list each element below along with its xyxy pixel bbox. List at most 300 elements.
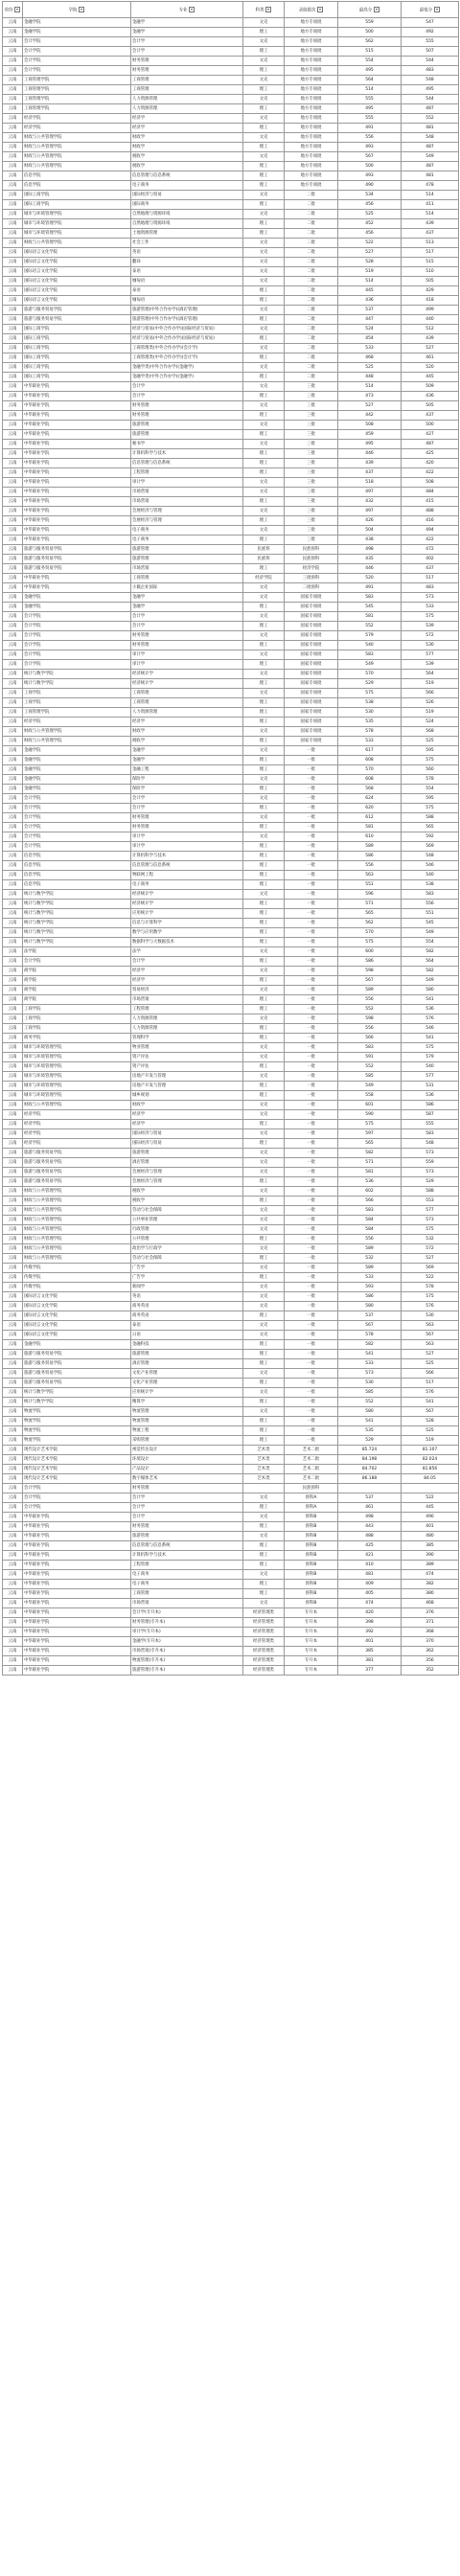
table-row (3, 1580, 459, 1589)
cell-max-score: 585 (338, 1388, 402, 1398)
table-row (3, 823, 459, 832)
cell-category: 文史 (243, 526, 285, 536)
cell-college: 金融学院 (23, 756, 131, 765)
cell-max-score: 532 (338, 1254, 402, 1264)
cell-college: 城市与环境管理学院 (23, 210, 131, 219)
cell-major: 信息管理与信息系统 (131, 459, 243, 468)
cell-category: 文史 (243, 746, 285, 756)
cell-province: 云南 (3, 497, 23, 507)
cell-college: 信息学院 (23, 871, 131, 880)
cell-batch: 一批 (285, 995, 338, 1005)
table-row (3, 516, 459, 526)
cell-max-score: 524 (338, 325, 402, 334)
cell-batch: 一批 (285, 1407, 338, 1417)
table-row (3, 1599, 459, 1608)
cell-major: 会计学 (131, 804, 243, 813)
cell-batch: 一批 (285, 1216, 338, 1225)
cell-max-score: 381 (338, 1656, 402, 1666)
cell-major: 广告学 (131, 1273, 243, 1283)
cell-major: 社会工作 (131, 239, 243, 248)
cell-min-score: 445 (402, 373, 459, 382)
cell-batch: 三批 (285, 497, 338, 507)
cell-province: 云南 (3, 1311, 23, 1321)
cell-batch: 地方专项批 (285, 152, 338, 162)
cell-min-score: 401 (402, 1522, 459, 1532)
cell-college: 中华职业学院 (23, 1541, 131, 1551)
table-row (3, 1666, 459, 1676)
table-row (3, 583, 459, 593)
cell-major: 经济学 (131, 1110, 243, 1120)
cell-batch: 二批 (285, 191, 338, 200)
cell-max-score: 529 (338, 679, 402, 689)
cell-college: 现代设计艺术学院 (23, 1465, 131, 1474)
table-row (3, 526, 459, 536)
cell-province: 云南 (3, 1628, 23, 1637)
cell-batch: 二批预科 (285, 583, 338, 593)
filter-dropdown-icon[interactable] (14, 7, 20, 12)
cell-province: 云南 (3, 1465, 23, 1474)
cell-province: 云南 (3, 641, 23, 650)
cell-college: 中华职业学院 (23, 516, 131, 526)
table-row (3, 162, 459, 171)
cell-min-score: 461 (402, 353, 459, 363)
cell-min-score: 416 (402, 516, 459, 526)
cell-major: 应用统计学 (131, 1388, 243, 1398)
cell-max-score: 556 (338, 1024, 402, 1034)
cell-major: 金融科技 (131, 1340, 243, 1350)
cell-province: 云南 (3, 1541, 23, 1551)
table-row (3, 353, 459, 363)
cell-batch: 一批 (285, 1082, 338, 1091)
cell-province: 云南 (3, 1235, 23, 1244)
cell-batch: 国家专项批 (285, 660, 338, 670)
cell-max-score: 584 (338, 1225, 402, 1235)
cell-major: 市场营销 (131, 995, 243, 1005)
table-row (3, 507, 459, 516)
cell-batch: 一批 (285, 1206, 338, 1216)
cell-major: 视觉传达设计 (131, 1446, 243, 1455)
cell-province: 云南 (3, 449, 23, 459)
table-row (3, 900, 459, 909)
cell-max-score: 573 (338, 1369, 402, 1379)
cell-max-score: 581 (338, 1168, 402, 1177)
cell-major: 电子商务 (131, 181, 243, 191)
cell-max-score: 425 (338, 1541, 402, 1551)
table-row (3, 1139, 459, 1149)
cell-major: 财务管理 (131, 1522, 243, 1532)
cell-college: 会计学院 (23, 823, 131, 832)
cell-max-score: 498 (338, 1513, 402, 1522)
cell-major: 英语 (131, 248, 243, 258)
cell-category: 理工 (243, 536, 285, 545)
filter-dropdown-icon[interactable] (434, 7, 440, 12)
cell-college: 国际语言文化学院 (23, 258, 131, 267)
cell-province: 云南 (3, 152, 23, 162)
filter-dropdown-icon[interactable] (374, 7, 380, 12)
column-header-province: 省份 (3, 2, 23, 18)
cell-province: 云南 (3, 1580, 23, 1589)
cell-batch: 地方专项批 (285, 171, 338, 181)
cell-category: 理工 (243, 468, 285, 478)
cell-min-score: 575 (402, 1292, 459, 1302)
cell-max-score: 497 (338, 488, 402, 497)
cell-major: 会计学 (131, 622, 243, 631)
cell-college: 中华职业学院 (23, 1637, 131, 1647)
cell-max-score: 435 (338, 555, 402, 564)
cell-batch: 国家专项批 (285, 670, 338, 679)
cell-province: 云南 (3, 938, 23, 947)
cell-major: 工商管理 (131, 85, 243, 95)
cell-category: 理工 (243, 938, 285, 947)
cell-batch: 一批 (285, 1426, 338, 1436)
cell-college: 会计学院 (23, 37, 131, 47)
table-row (3, 737, 459, 746)
cell-min-score: 513 (402, 239, 459, 248)
cell-major: 工程管理 (131, 1561, 243, 1570)
cell-college: 会计学院 (23, 804, 131, 813)
table-row (3, 1110, 459, 1120)
cell-min-score: 555 (402, 37, 459, 47)
cell-college: 财政与公共管理学院 (23, 1244, 131, 1254)
cell-major: 财务管理 (131, 641, 243, 650)
cell-province: 云南 (3, 95, 23, 104)
cell-category: 理工 (243, 1024, 285, 1034)
cell-min-score: 522 (402, 1273, 459, 1283)
cell-category: 理工 (243, 1340, 285, 1350)
cell-min-score: 536 (402, 1091, 459, 1101)
cell-college: 会计学院 (23, 631, 131, 641)
cell-min-score: 514 (402, 210, 459, 219)
cell-min-score: 415 (402, 497, 459, 507)
cell-college: 会计学院 (23, 641, 131, 650)
cell-college: 工商学院 (23, 1024, 131, 1034)
cell-category: 理工 (243, 737, 285, 746)
cell-category: 文史 (243, 794, 285, 804)
cell-batch: 国家专项批 (285, 679, 338, 689)
cell-min-score: 385 (402, 1541, 459, 1551)
cell-category: 经济管理类 (243, 1666, 285, 1676)
cell-province: 云南 (3, 315, 23, 325)
filter-dropdown-icon[interactable] (189, 7, 195, 12)
cell-batch: 一批 (285, 1139, 338, 1149)
cell-category: 理工 (243, 1350, 285, 1359)
cell-major: 酒店管理 (131, 1359, 243, 1369)
table-row (3, 37, 459, 47)
column-header-max-score: 最高分 (338, 2, 402, 18)
cell-college: 中华职业学院 (23, 411, 131, 421)
table-row (3, 1446, 459, 1455)
cell-max-score: 481 (338, 1570, 402, 1580)
cell-batch: 一批 (285, 1340, 338, 1350)
table-row (3, 967, 459, 976)
cell-major: 精算学 (131, 1398, 243, 1407)
cell-major: 审计学 (131, 842, 243, 852)
cell-college: 现代设计艺术学院 (23, 1474, 131, 1484)
cell-major: 财务管理 (131, 57, 243, 66)
cell-max-score: 443 (338, 1522, 402, 1532)
cell-category: 文史 (243, 890, 285, 900)
cell-batch: 预科B (285, 1532, 338, 1541)
cell-batch: 经济学院 (285, 564, 338, 574)
cell-major: 会计学 (131, 612, 243, 622)
cell-province: 云南 (3, 66, 23, 76)
cell-batch: 二批 (285, 344, 338, 353)
cell-major: 国际经济与贸易 (131, 1139, 243, 1149)
cell-batch: 一批 (285, 900, 338, 909)
cell-college: 统计与数学学院 (23, 928, 131, 938)
cell-batch: 地方专项批 (285, 57, 338, 66)
table-row (3, 1273, 459, 1283)
table-row (3, 1398, 459, 1407)
cell-min-score: 483 (402, 66, 459, 76)
cell-max-score: 488 (338, 1532, 402, 1541)
table-row (3, 171, 459, 181)
cell-batch: 国家专项批 (285, 641, 338, 650)
cell-province: 云南 (3, 1426, 23, 1436)
table-row (3, 1608, 459, 1618)
cell-province: 云南 (3, 162, 23, 171)
cell-province: 云南 (3, 1187, 23, 1197)
table-row (3, 832, 459, 842)
cell-college: 国际工商学院 (23, 344, 131, 353)
cell-province: 云南 (3, 1177, 23, 1187)
table-row (3, 1216, 459, 1225)
table-row (3, 497, 459, 507)
cell-college: 国际工商学院 (23, 353, 131, 363)
cell-category: 理工 (243, 1522, 285, 1532)
cell-max-score: 581 (338, 612, 402, 622)
table-row (3, 1426, 459, 1436)
cell-category: 文史 (243, 670, 285, 679)
cell-major: 税收学 (131, 1197, 243, 1206)
cell-major: 电子商务 (131, 1570, 243, 1580)
cell-major: 人力资源管理 (131, 95, 243, 104)
cell-major: 审计学 (131, 660, 243, 670)
cell-category: 理工 (243, 861, 285, 871)
table-row (3, 1656, 459, 1666)
cell-min-score: 568 (402, 727, 459, 737)
cell-major: 物流管理 (131, 1407, 243, 1417)
cell-max-score: 570 (338, 928, 402, 938)
cell-province: 云南 (3, 1656, 23, 1666)
cell-province: 云南 (3, 670, 23, 679)
cell-min-score: 519 (402, 679, 459, 689)
table-row (3, 536, 459, 545)
cell-category: 理工 (243, 1082, 285, 1091)
cell-major: 经济学 (131, 718, 243, 727)
cell-province: 云南 (3, 631, 23, 641)
cell-max-score: 392 (338, 1628, 402, 1637)
cell-college: 工商学院 (23, 1005, 131, 1014)
cell-province: 云南 (3, 1484, 23, 1493)
cell-batch: 一批 (285, 1369, 338, 1379)
cell-max-score: 520 (338, 574, 402, 583)
cell-college: 旅游与服务贸易学院 (23, 1350, 131, 1359)
cell-min-score (402, 1484, 459, 1493)
cell-college: 旅游与服务贸易学院 (23, 1158, 131, 1168)
cell-college: 会计学院 (23, 813, 131, 823)
cell-category: 文史 (243, 1244, 285, 1254)
cell-college: 财政与公共管理学院 (23, 143, 131, 152)
cell-min-score: 541 (402, 1034, 459, 1043)
cell-major: 数字媒体艺术 (131, 1474, 243, 1484)
cell-college: 中华职业学院 (23, 1608, 131, 1618)
cell-category: 理工 (243, 353, 285, 363)
table-row (3, 449, 459, 459)
cell-batch: 地方专项批 (285, 104, 338, 114)
cell-min-score: 548 (402, 76, 459, 85)
cell-category: 文史 (243, 1302, 285, 1311)
cell-category: 理工 (243, 296, 285, 306)
table-row (3, 114, 459, 124)
cell-max-score: 581 (338, 823, 402, 832)
cell-major: 旅游管理(中外合作办学)(酒店管理) (131, 306, 243, 315)
cell-max-score: 536 (338, 1177, 402, 1187)
cell-major: 商务英语 (131, 1311, 243, 1321)
cell-college: 统计与数学学院 (23, 679, 131, 689)
cell-batch: 一批 (285, 1302, 338, 1311)
cell-major: 翻译 (131, 258, 243, 267)
cell-batch: 一批 (285, 1101, 338, 1110)
cell-college: 城市与环境管理学院 (23, 1082, 131, 1091)
filter-dropdown-icon[interactable] (79, 7, 84, 12)
cell-category: 文史 (243, 1493, 285, 1503)
table-row (3, 1244, 459, 1254)
cell-min-score: 440 (402, 315, 459, 325)
table-row (3, 344, 459, 353)
cell-college: 物流学院 (23, 1436, 131, 1446)
cell-province: 云南 (3, 1388, 23, 1398)
cell-min-score: 540 (402, 1062, 459, 1072)
filter-dropdown-icon[interactable] (317, 7, 323, 12)
cell-province: 云南 (3, 679, 23, 689)
cell-province: 云南 (3, 507, 23, 516)
filter-dropdown-icon[interactable] (265, 7, 271, 12)
cell-batch: 一批 (285, 1350, 338, 1359)
cell-category: 理工 (243, 756, 285, 765)
cell-major: 文化产业管理 (131, 1369, 243, 1379)
cell-province: 云南 (3, 1264, 23, 1273)
table-row (3, 813, 459, 823)
cell-college: 财政与公共管理学院 (23, 133, 131, 143)
cell-major: 审计学 (131, 478, 243, 488)
cell-major: 金融学 (131, 28, 243, 37)
cell-max-score: 589 (338, 1244, 402, 1254)
cell-category: 理工 (243, 1139, 285, 1149)
cell-batch: 地方专项批 (285, 162, 338, 171)
cell-max-score: 583 (338, 1206, 402, 1216)
cell-min-score: 505 (402, 401, 459, 411)
cell-college: 传媒学院 (23, 1264, 131, 1273)
cell-category: 文史 (243, 1168, 285, 1177)
cell-max-score: 86.188 (338, 1474, 402, 1484)
cell-college: 经济学院 (23, 1120, 131, 1129)
cell-max-score: 500 (338, 28, 402, 37)
cell-batch: 一批 (285, 1187, 338, 1197)
cell-max-score: 585 (338, 1072, 402, 1082)
cell-major: 信息管理与信息系统 (131, 861, 243, 871)
cell-major: 工商管理 (131, 1589, 243, 1599)
cell-batch: 三批 (285, 430, 338, 440)
cell-category: 文史 (243, 1513, 285, 1522)
cell-college: 财政与公共管理学院 (23, 239, 131, 248)
cell-college: 信息学院 (23, 171, 131, 181)
cell-category: 理工 (243, 1580, 285, 1589)
cell-max-score: 514 (338, 277, 402, 286)
cell-min-score: 578 (402, 775, 459, 785)
cell-batch: 二批 (285, 286, 338, 296)
cell-college: 财政与公共管理学院 (23, 1254, 131, 1264)
cell-min-score: 515 (402, 258, 459, 267)
cell-college: 国际语言文化学院 (23, 296, 131, 306)
cell-major: 计算机科学与技术 (131, 449, 243, 459)
cell-max-score: 586 (338, 852, 402, 861)
table-row (3, 1197, 459, 1206)
cell-college: 会计学院 (23, 1503, 131, 1513)
cell-province: 云南 (3, 219, 23, 229)
cell-batch: 三批预科 (285, 574, 338, 583)
cell-max-score: 493 (338, 143, 402, 152)
cell-batch: 三批 (285, 516, 338, 526)
cell-min-score: 484 (402, 488, 459, 497)
cell-province: 云南 (3, 1417, 23, 1426)
cell-province: 云南 (3, 1139, 23, 1149)
cell-min-score: 553 (402, 1197, 459, 1206)
cell-min-score: 352 (402, 1666, 459, 1676)
cell-batch: 预科B (285, 1589, 338, 1599)
cell-college: 中华职业学院 (23, 468, 131, 478)
table-row (3, 1005, 459, 1014)
cell-min-score: 540 (402, 871, 459, 880)
cell-min-score: 579 (402, 1053, 459, 1062)
cell-college: 财政与公共管理学院 (23, 1235, 131, 1244)
cell-major: 税收学 (131, 152, 243, 162)
table-row (3, 1311, 459, 1321)
cell-province: 云南 (3, 1321, 23, 1331)
table-row (3, 315, 459, 325)
cell-batch: 三批 (285, 478, 338, 488)
cell-batch: 一批 (285, 1129, 338, 1139)
cell-major: 财务管理 (131, 411, 243, 421)
cell-category: 艺术类 (243, 1455, 285, 1465)
cell-max-score: 567 (338, 976, 402, 986)
cell-category: 理工 (243, 1561, 285, 1570)
cell-college: 旅游与服务贸易学院 (23, 1149, 131, 1158)
cell-batch: 一批 (285, 1321, 338, 1331)
cell-max-score: 540 (338, 641, 402, 650)
cell-max-score: 566 (338, 1197, 402, 1206)
cell-max-score: 568 (338, 785, 402, 794)
cell-category: 理工 (243, 104, 285, 114)
cell-college: 信息学院 (23, 880, 131, 890)
table-row (3, 727, 459, 737)
cell-batch: 地方专项批 (285, 124, 338, 133)
cell-batch: 三批 (285, 411, 338, 421)
cell-category: 理工 (243, 219, 285, 229)
cell-province: 云南 (3, 296, 23, 306)
cell-min-score: 425 (402, 449, 459, 459)
table-row (3, 239, 459, 248)
cell-max-score: 555 (338, 114, 402, 124)
cell-major: 广告学 (131, 1264, 243, 1273)
cell-category: 理工 (243, 1379, 285, 1388)
cell-major: 人力资源管理 (131, 708, 243, 718)
cell-min-score: 356 (402, 1656, 459, 1666)
cell-college: 会计学院 (23, 1484, 131, 1493)
cell-batch: 三批 (285, 459, 338, 468)
cell-category: 理工 (243, 411, 285, 421)
header-row (3, 2, 459, 18)
